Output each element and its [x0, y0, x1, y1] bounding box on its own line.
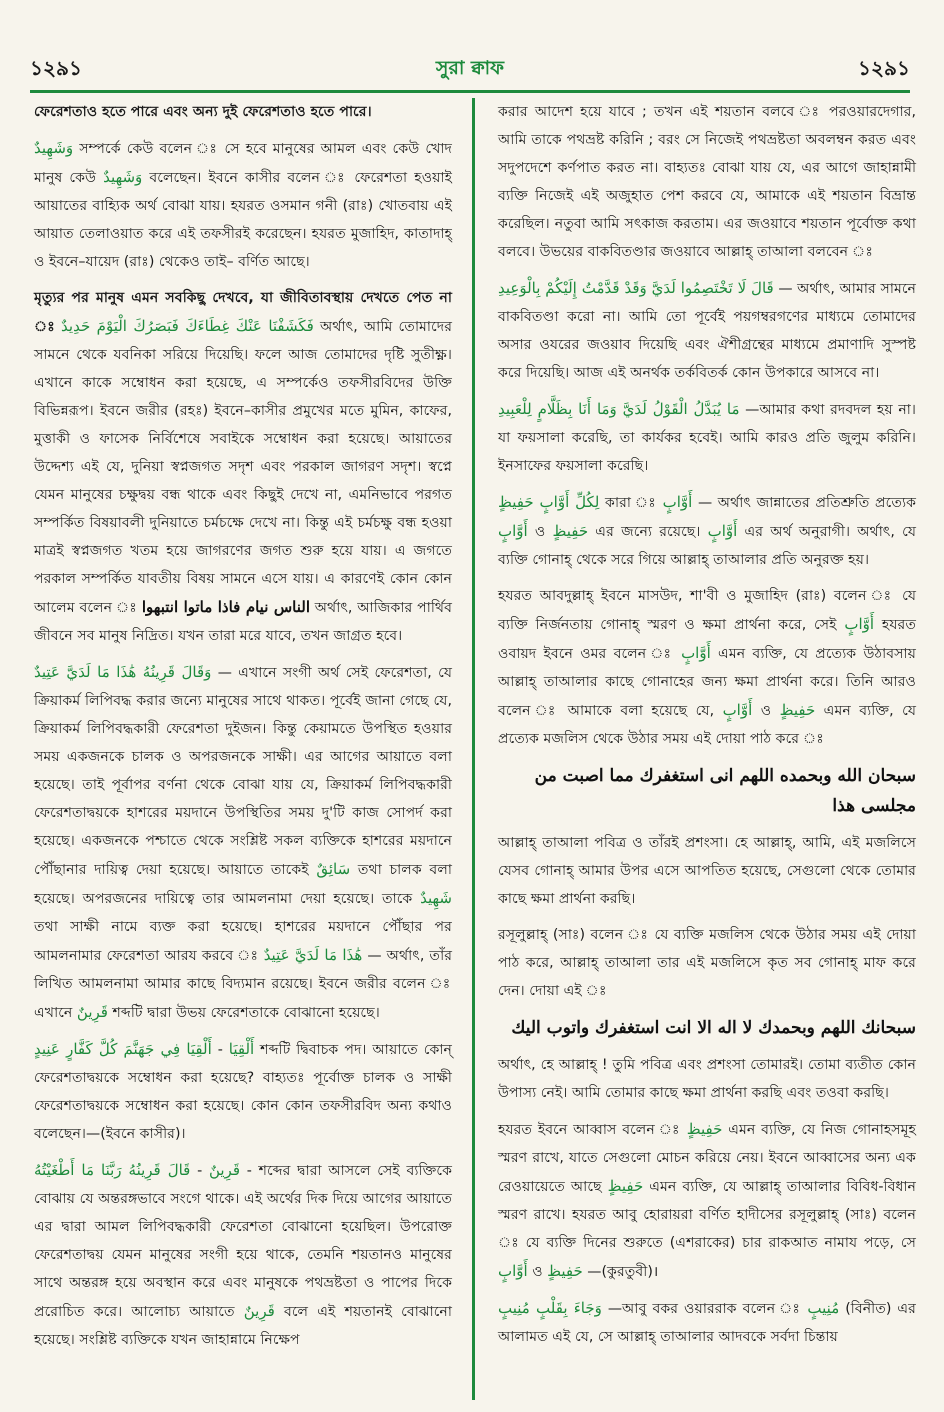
- arabic-verse: قَالَ قَرِينُهُ رَبَّنَا مَا أَطْغَيْتُهُ: [34, 1161, 191, 1179]
- right-column: [498, 98, 916, 1412]
- paragraph: ফেরেশতাও হতে পারে এবং অন্য দুই ফেরেশতাও হতে পারে।: [34, 104, 372, 120]
- arabic-verse: لِكُلِّ أَوَّابٍ حَفِيظٍ: [498, 493, 600, 511]
- arabic-verse: وَقَالَ قَرِينُهُ هَٰذَا مَا لَدَيَّ عَتِيدٌ: [34, 663, 212, 681]
- paragraph: আল্লাহ্ তাআলা পবিত্র ও তাঁরই প্রশংসা। হে আল্লাহ্, আমি, এই মজলিসে যেসব গোনাহ্ আমার উপর এসে আপতিত হয়েছে, সেগুলো থেকে তোমার কাছে ক্ষমা প্রার্থনা করছি।: [498, 835, 916, 907]
- page-number-right: ১২৯১: [858, 55, 910, 80]
- surah-title: সুরা ক্বাফ: [435, 57, 505, 79]
- dua-arabic: سبحانك اللهم وبحمدك لا اله الا انت استغفرك واتوب اليك: [511, 1018, 916, 1038]
- page-header: [30, 52, 910, 88]
- arabic-term: أَوَّابٍ: [722, 701, 753, 719]
- arabic-saying: الناس نيام فاذا ماتوا انتبهوا: [141, 598, 310, 616]
- paragraph: وَقَالَ قَرِينُهُ هَٰذَا مَا لَدَيَّ عَتِيدٌ — এখানে সংগী অর্থ সেই ফেরেশতা, যে ক্রিয়াকর্ম লিপিবদ্ধ করার জন্যে মানুষের সাথে থাকত। পূর্বেই জানা গেছে যে, ক্রিয়াকর্ম লিপিবদ্ধকারী ফেরেশতা দুইজন। কিন্তু কেয়ামতে উপস্থিত হওয়ার সময় একজনকে চালক ও অপরজনকে সাক্ষী। এর আগের আয়াতে বলা হয়েছে। তাই পূর্বাপর বর্ণনা থেকে বোঝা যায় যে, ক্রিয়াকর্ম লিপিবদ্ধকারী ফেরেশতাদ্বয়কে হাশরের ময়দানে উপস্থিতির সময় দু'টি কাজ সোপর্দ করা হয়েছে। একজনকে পশ্চাতে থেকে সংশ্লিষ্ট সকল ব্যক্তিকে হাশরের ময়দানে পৌঁছানার দায়িত্ব দেয়া হয়েছে। আয়াতে তাকেই سَائِقٌ তথা চালক বলা হয়েছে। অপরজনের দায়িত্বে তার আমলনামা দেয়া হয়েছে। তাকে شَهِيدٌ তথা সাক্ষী নামে ব্যক্ত করা হয়েছে। হাশরের ময়দানে পৌঁছার পর আমলনামার ফেরেশতা আরয করবে ঃ هَٰذَا مَا لَدَيَّ عَتِيدٌ — অর্থাৎ, তাঁর লিখিত আমলনামা আমার কাছে বিদ্যমান রয়েছে। ইবনে জরীর বলেন ঃ এখানে قَرِينٌ শব্দটি দ্বারা উভয় ফেরেশতাকে বোঝানো হয়েছে।: [34, 663, 453, 1021]
- paragraph: করার আদেশ হয়ে যাবে ; তখন এই শয়তান বলবে ঃ পরওয়ারদেগার, আমি তাকে পথভ্রষ্ট করিনি ; বরং সে নিজেই পথভ্রষ্টতা অবলম্বন করত এবং সদুপদেশে কর্ণপাত করত না। বাহ্যতঃ বোঝা যায় যে, এর আগে জাহান্নামী ব্যক্তি নিজেই এই অজুহাত পেশ করবে যে, আমাকে এই শয়তান বিভ্রান্ত করেছিল। নতুবা আমি সৎকাজ করতাম। এর জওয়াবে শয়তান পূর্বোক্ত কথা বলবে। উভয়ের বাকবিতণ্ডার জওয়াবে আল্লাহ্ তাআলা বলবেন ঃ: [498, 104, 916, 260]
- paragraph: وَجَاءَ بِقَلْبٍ مُنِيبٍ —আবু বকর ওয়াররাক বলেন ঃ مُنِيبٍ (বিনীত) এর আলামত এই যে, সে আল্লাহ্ তাআলার আদবকে সর্বদা চিন্তায়: [498, 1299, 916, 1345]
- arabic-verse: مَا يُبَدَّلُ الْقَوْلُ لَدَيَّ وَمَا أَنَا بِظَلَّامٍ لِلْعَبِيدِ: [498, 400, 740, 418]
- arabic-verse: وَجَاءَ بِقَلْبٍ مُنِيبٍ: [498, 1299, 602, 1317]
- paragraph: قَالَ قَرِينُهُ رَبَّنَا مَا أَطْغَيْتُهُ - قَرِينٌ - শব্দের দ্বারা আসলে সেই ব্যক্তিকে বোঝায় যে অন্তরঙ্গভাবে সংগে থাকে। এই অর্থের দিক দিয়ে আগের আয়াতে এর দ্বারা আমল লিপিবদ্ধকারী ফেরেশতা বোঝানো হয়েছিল। উপরোক্ত ফেরেশতাদ্বয় যেমন মানুষের সংগী হয়ে থাকে, তেমনি শয়তানও মানুষের সাথে অন্তরঙ্গ হয়ে অবস্থান করে এবং মানুষকে পথভ্রষ্টতা ও পাপের দিকে প্ররোচিত করে। আলোচ্য আয়াতে قَرِينٌ বলে এই শয়তানই বোঝানো হয়েছে। সংশ্লিষ্ট ব্যক্তিকে যখন জাহান্নামে নিক্ষেপ: [34, 1161, 453, 1348]
- arabic-term: قَرِينٌ: [243, 1302, 275, 1320]
- dua-arabic: سبحان الله وبحمده اللهم انى استغفرك مما اصبت من مجلسى هذا: [534, 766, 916, 816]
- arabic-term: حَفِيظٍ: [686, 1120, 723, 1138]
- header-rule: [30, 90, 910, 93]
- arabic-term: أَوَّابٍ: [662, 493, 693, 511]
- arabic-term: حَفِيظٍ: [547, 1262, 583, 1280]
- arabic-term: مُنِيبٍ: [807, 1299, 840, 1317]
- arabic-term: أَوَّابٍ: [498, 522, 528, 540]
- arabic-term: أَوَّابٍ: [498, 1262, 528, 1280]
- paragraph: قَالَ لَا تَخْتَصِمُوا لَدَيَّ وَقَدْ قَدَّمْتُ إِلَيْكُمْ بِالْوَعِيدِ — অর্থাৎ, আমার সামনে বাকবিতণ্ডা করো না। আমি তো পূর্বেই পয়গম্বরগণের মাধ্যমে তোমাদের অসার ওযরের জওয়াব দিয়েছি এবং ঐশীগ্রন্থের মাধ্যমে প্রমাণাদি সুস্পষ্ট করে দিয়েছি। আজ এই অনর্থক তর্কবিতর্ক কোন উপকারে আসবে না।: [498, 279, 916, 381]
- page-number-left: ১২৯১: [30, 55, 82, 80]
- paragraph: রসূলুল্লাহ্ (সাঃ) বলেন ঃ যে ব্যক্তি মজলিস থেকে উঠার সময় এই দোয়া পাঠ করে, আল্লাহ্ তাআলা তার এই মজলিসে কৃত সব গোনাহ্ মাফ করে দেন। দোয়া এই ঃ: [498, 927, 916, 999]
- arabic-verse: فَكَشَفْنَا عَنْكَ غِطَاءَكَ فَبَصَرُكَ الْيَوْمَ حَدِيدٌ: [61, 317, 314, 335]
- arabic-term: حَفِيظٍ: [607, 1177, 644, 1195]
- arabic-term: أَوَّابٍ: [707, 522, 738, 540]
- paragraph: وَشَهِيدٌ সম্পর্কে কেউ বলেন ঃ সে হবে মানুষের আমল এবং কেউ খোদ মানুষ কেউ وَشَهِيدٌ বলেছেন। ইবনে কাসীর বলেন ঃ ফেরেশতা হওয়াই আয়াতের বাহ্যিক অর্থ বোঝা যায়। হযরত ওসমান গনী (রাঃ) খোতবায় এই আয়াত তেলাওয়াত করে এই তফসীরই করেছেন। হযরত মুজাহিদ, কাতাদাহ্ ও ইবনে–যায়েদ (রাঃ) থেকেও তাই– বর্ণিত আছে।: [34, 139, 452, 270]
- arabic-term: قَرِينٌ: [208, 1161, 240, 1179]
- arabic-term: أَلْقِيَا: [228, 1040, 255, 1058]
- arabic-verse: هَٰذَا مَا لَدَيَّ عَتِيدٌ: [263, 946, 363, 964]
- arabic-verse: أَلْقِيَا فِي جَهَنَّمَ كُلَّ كَفَّارٍ عَنِيدٍ: [34, 1040, 212, 1058]
- paragraph: হযরত আবদুল্লাহ্ ইবনে মাসউদ, শা'বী ও মুজাহিদ (রাঃ) বলেন ঃ যে ব্যক্তি নির্জনতায় গোনাহ্ স্মরণ ও ক্ষমা প্রার্থনা করে, সেই أَوَّابٍ হযরত ওবায়দ ইবনে ওমর বলেন ঃ أَوَّابٍ এমন ব্যক্তি, যে প্রত্যেক উঠাবসায় আল্লাহ্ তাআলার কাছে গোনাহের জন্য ক্ষমা প্রার্থনা করে। তিনি আরও বলেন ঃ আমাকে বলা হয়েছে যে, أَوَّابٍ ও حَفِيظٍ এমন ব্যক্তি, যে প্রত্যেক মজলিস থেকে উঠার সময় এই দোয়া পাঠ করে ঃ: [498, 588, 916, 747]
- section-heading: মৃত্যুর পর মানুষ এমন সবকিছু দেখবে, যা জীবিতাবস্থায় দেখতে পেত না ঃ: [34, 290, 452, 335]
- paragraph: أَلْقِيَا فِي جَهَنَّمَ كُلَّ كَفَّارٍ عَنِيدٍ - أَلْقِيَا শব্দটি দ্বিবাচক পদ। আয়াতে কোন্ ফেরেশতাদ্বয়কে সম্বোধন করা হয়েছে? বাহ্যতঃ পূর্বোক্ত চালক ও সাক্ষী ফেরেশতাদ্বয়কে সম্বোধন করা হয়েছে। কোন কোন তফসীরবিদ অন্য কথাও বলেছেন।—(ইবনে কাসীর)।: [34, 1040, 453, 1142]
- arabic-verse: قَالَ لَا تَخْتَصِمُوا لَدَيَّ وَقَدْ قَدَّمْتُ إِلَيْكُمْ بِالْوَعِيدِ: [498, 279, 774, 297]
- arabic-term: شَهِيدٌ: [420, 889, 452, 907]
- paragraph: মৃত্যুর পর মানুষ এমন সবকিছু দেখবে, যা জীবিতাবস্থায় দেখতে পেত না ঃ فَكَشَفْنَا عَنْكَ غِطَاءَكَ فَبَصَرُكَ الْيَوْمَ حَدِيدٌ অর্থাৎ, আমি তোমাদের সামনে থেকে যবনিকা সরিয়ে দিয়েছি। ফলে আজ তোমাদের দৃষ্টি সুতীক্ষ্ণ। এখানে কাকে সম্বোধন করা হয়েছে, এ সম্পর্কেও তফসীরবিদের উক্তি বিভিন্নরূপ। ইবনে জরীর (রহঃ) ইবনে–কাসীর প্রমুখের মতে মুমিন, কাফের, মুত্তাকী ও ফাসেক নির্বিশেষে সবাইকে সম্বোধন করা হয়েছে। আয়াতের উদ্দেশ্য এই যে, দুনিয়া স্বপ্নজগত সদৃশ এবং পরকাল জাগরণ সদৃশ। স্বপ্নে যেমন মানুষের চক্ষুদ্বয় বন্ধ থাকে এবং কিছুই দেখে না, এমনিভাবে পরগত সম্পর্কিত বিষয়াবলী দুনিয়াতে চর্মচক্ষে দেখে না। কিন্তু এই চর্মচক্ষু বন্ধ হওয়া মাত্রই স্বপ্নজগত খতম হয়ে জাগরণের জগত শুরু হয়ে যায়। এ জগতে পরকাল সম্পর্কিত যাবতীয় বিষয় সামনে এসে যায়। এ কারণেই কোন কোন আলেম বলেন ঃ الناس نيام فاذا ماتوا انتبهوا অর্থাৎ, আজিকার পার্থিব জীবনে সব মানুষ নিদ্রিত। যখন তারা মরে যাবে, তখন জাগ্রত হবে।: [34, 290, 453, 644]
- arabic-term: أَوَّابٍ: [844, 615, 875, 633]
- arabic-term: قَرِينٌ: [76, 1003, 108, 1021]
- paragraph: হযরত ইবনে আব্বাস বলেন ঃ حَفِيظٍ এমন ব্যক্তি, যে নিজ গোনাহসমূহ স্মরণ রাখে, যাতে সেগুলো মোচন করিয়ে নেয়। ইবনে আব্বাসের অন্য এক রেওয়ায়েতে আছে حَفِيظٍ এমন ব্যক্তি, যে আল্লাহ্ তাআলার বিবিধ-বিধান স্মরণ রাখে। হযরত আবু হোরায়রা বর্ণিত হাদীসের রসূলুল্লাহ্ (সাঃ) বলেন ঃ যে ব্যক্তি দিনের শুরুতে (এশরাকের) চার রাকআত নামায পড়ে, সে أَوَّابٍ ও حَفِيظٍ —(কুরতুবী)।: [498, 1120, 917, 1280]
- paragraph: لِكُلِّ أَوَّابٍ حَفِيظٍ কারা ঃ أَوَّابٍ — অর্থাৎ জান্নাতের প্রতিশ্রুতি প্রত্যেক أَوَّابٍ ও حَفِيظٍ এর জন্যে রয়েছে। أَوَّابٍ এর অর্থ অনুরাগী। অর্থাৎ, যে ব্যক্তি গোনাহ্ থেকে সরে গিয়ে আল্লাহ্ তাআলার প্রতি অনুরক্ত হয়।: [498, 493, 916, 568]
- left-column: [34, 98, 452, 1412]
- paragraph: অর্থাৎ, হে আল্লাহ্ ! তুমি পবিত্র এবং প্রশংসা তোমারই। তোমা ব্যতীত কোন উপাস্য নেই। আমি তোমার কাছে ক্ষমা প্রার্থনা করছি এবং তওবা করছি।: [498, 1057, 916, 1101]
- paragraph: مَا يُبَدَّلُ الْقَوْلُ لَدَيَّ وَمَا أَنَا بِظَلَّامٍ لِلْعَبِيدِ —আমার কথা রদবদল হয় না। যা ফয়সালা করেছি, তা কার্যকর হবেই। আমি কারও প্রতি জুলুম করিনি। ইনসাফের ফয়সালা করেছি।: [498, 400, 916, 474]
- arabic-term: وَشَهِيدٌ: [103, 168, 143, 186]
- arabic-term: حَفِيظٍ: [552, 522, 589, 540]
- arabic-term: حَفِيظٍ: [779, 701, 816, 719]
- arabic-term: وَشَهِيدٌ: [34, 139, 74, 157]
- column-divider: [472, 98, 475, 1400]
- arabic-term: أَوَّابٍ: [681, 644, 711, 662]
- arabic-term: سَائِقٌ: [316, 860, 351, 878]
